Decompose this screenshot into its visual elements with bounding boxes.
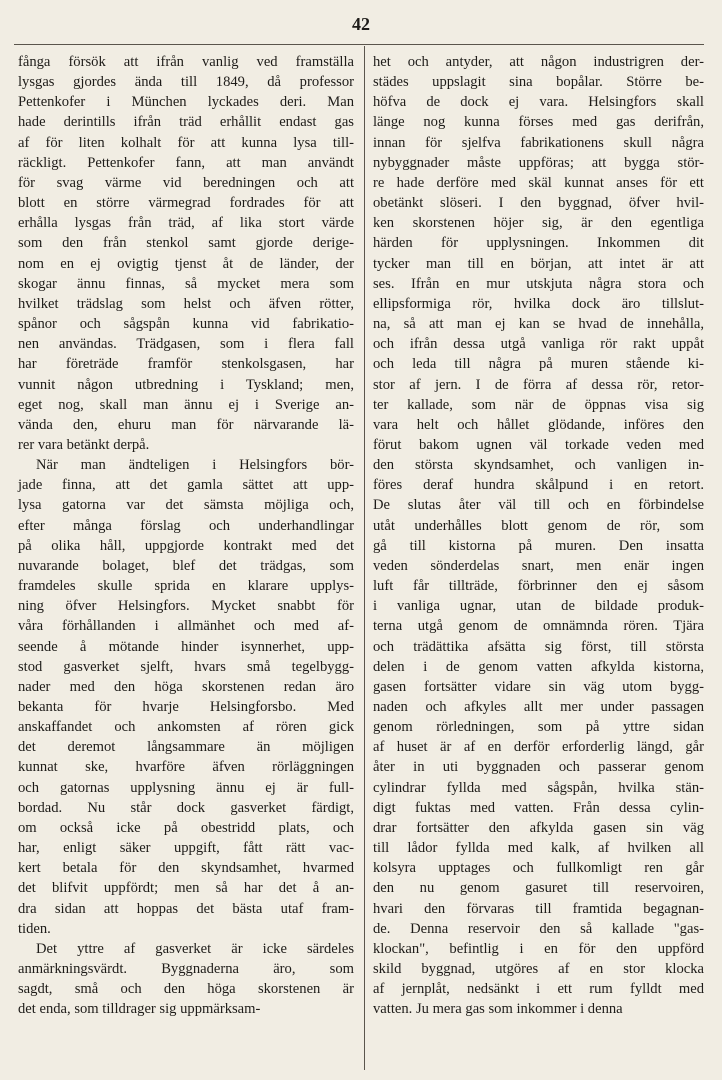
text-line: Det yttre af gasverket är icke särdeles: [36, 940, 354, 957]
text-line: hvilket trädslag som helst och äfven rötter,: [18, 295, 354, 312]
text-line: har, enligt säker uppgift, fått rätt vac-: [18, 840, 354, 857]
right-column: [373, 52, 704, 1020]
text-line: När man ändteligen i Helsingfors bör-: [36, 457, 354, 474]
text-line: terna utgå genom de omnämnda rören. Tjära: [373, 618, 704, 635]
text-line: som den från stenkol samt gjorde derige-: [18, 235, 354, 252]
text-line: åter in uti byggnaden och passerar genom: [373, 759, 704, 776]
text-line: det blifvit uppfördt; men så har det å an-: [18, 880, 354, 897]
text-line: sagdt, små och den höga skorstenen är: [18, 981, 354, 998]
text-line: utåt underhålles blott genom de rör, som: [373, 517, 704, 534]
text-line: höfva de dock ej vara. Helsingfors skall: [373, 94, 704, 111]
text-line: nom en ej ovigtig tjenst åt de länder, der: [18, 255, 354, 272]
text-line: blott en större värmegrad fordrades för att: [18, 195, 354, 212]
text-line: efter många förslag och underhandlingar: [18, 517, 354, 534]
text-line: erhålla lysgas från träd, af lika stort värde: [18, 215, 354, 232]
header-rule: [14, 44, 704, 45]
text-line: het och antyder, att någon industrigren der-: [373, 54, 704, 70]
text-line: kolsyra upptages och fullkomligt ren går: [373, 860, 704, 877]
text-line: och ifrån dessa utgå vanliga rör rakt uppåt: [373, 336, 704, 353]
text-line: våra förhållanden i allmänhet och med af-: [18, 618, 354, 635]
text-line: ken skorstenen höjer sig, är den egentliga: [373, 215, 704, 232]
text-line: bekanta för hvarje Helsingforsbo. Med: [18, 699, 354, 715]
text-line: innan för sjelfva fabrikationens skull några: [373, 134, 704, 151]
text-line: stod gasverket sjelft, hvars små tegelbygg-: [18, 658, 354, 675]
text-line: stor af jern. I de förra af dessa rör, retor-: [373, 376, 704, 393]
text-line: genom rörledningen, som på yttre sidan: [373, 719, 704, 736]
text-line: och trädättika afsätta sig först, till största: [373, 638, 704, 655]
text-line: den nu genom gasuret till reservoiren,: [373, 880, 704, 897]
text-line: ter kallade, som när de öppnas visa sig: [373, 396, 704, 413]
text-line: vara helt och hållet glödande, införes den: [373, 416, 704, 433]
text-line: på olika håll, uppgjorde kontrakt med det: [18, 537, 354, 554]
text-line: framdeles skulle sprida en klarare upplys-: [18, 578, 354, 595]
text-line: bordad. Nu står dock gasverket färdigt,: [18, 799, 354, 816]
text-line: lysa gatorna var det sämsta möjliga och,: [18, 497, 354, 514]
text-line: rer vara betänkt derpå.: [18, 436, 150, 453]
text-line: nuvarande bolaget, blef det trädgas, som: [18, 557, 354, 574]
text-line: och leda till några på muren stående ki-: [373, 356, 704, 373]
left-column: [18, 52, 354, 1020]
text-line: obetänkt slöseri. I den byggnad, öfver hvil-: [373, 195, 704, 212]
text-line: tycker man till en början, att intet är att: [373, 255, 704, 272]
text-line: fånga försök att ifrån vanlig ved framställa: [18, 54, 354, 70]
text-line: vända den, ehuru man för närvarande lä-: [18, 416, 354, 433]
text-line: hvari den förvaras till framtida begagnan-: [373, 900, 704, 917]
text-line: och gatornas upplysning ännu ej är full-: [18, 779, 354, 796]
text-line: vatten. Ju mera gas som inkommer i denna: [373, 1001, 623, 1018]
text-line: jade finna, att det gamla sättet att upp-: [18, 477, 354, 494]
text-line: klockan", befintlig i en för den uppförd: [373, 940, 704, 957]
text-line: hade derintills ifrån träd erhållit endast gas: [18, 114, 354, 131]
text-line: dra sidan att hoppas det bästa utaf fram-: [18, 900, 354, 917]
text-line: af jernplåt, nedsänkt i ett rum fylldt med: [373, 981, 704, 998]
text-line: anmärkningsvärdt. Byggnaderna äro, som: [18, 961, 354, 978]
text-line: eget nog, skall man ännu ej i Sverige an-: [18, 396, 354, 413]
text-line: skild byggnad, utgöres af en stor klocka: [373, 961, 704, 978]
text-line: lysgas gjordes ända till 1849, då professor: [18, 74, 354, 91]
text-line: skogar ännu finnas, så mycket mera som: [18, 275, 354, 292]
text-line: föres deraf hundra skålpund i en retort.: [373, 477, 704, 494]
text-line: Pettenkofer i München lyckades deri. Man: [18, 94, 354, 111]
text-line: nybyggnader måste uppföras; att bygga stör-: [373, 154, 704, 171]
text-line: af för liten kolhalt för att kunna lysa till-: [18, 134, 354, 151]
text-line: har företräde framför stenkolsgasen, har: [18, 356, 354, 373]
text-line: städes uppslagit sina bopålar. Större be-: [373, 74, 704, 91]
text-line: gasen fortsätter vidare sin väg utom bygg-: [373, 678, 704, 695]
text-line: ning öfver Helsingfors. Mycket snabbt för: [18, 598, 354, 615]
text-line: de. Denna reservoir den så kallade "gas-: [373, 920, 704, 937]
text-line: kunnat ske, hvarföre äfven rörläggningen: [18, 759, 354, 776]
text-line: vunnit någon utbredning i Tyskland; men,: [18, 376, 354, 393]
text-line: det deremot långsammare än möjligen: [18, 739, 354, 756]
text-line: nader med den höga skorstenen redan äro: [18, 678, 354, 695]
text-line: den största skyndsamhet, och vanligen in-: [373, 457, 704, 474]
text-line: räckligt. Pettenkofer fann, att man användt: [18, 154, 354, 171]
text-line: gå till kistorna på muren. Den insatta: [373, 537, 704, 554]
text-line: härden för upplysningen. Inkommen dit: [373, 235, 704, 252]
text-line: kert betala för den skyndsamhet, hvarmed: [18, 860, 354, 877]
text-line: till lådor fyllda med kalk, af hvilken all: [373, 840, 704, 857]
text-line: för svag värme vid beredningen och att: [18, 174, 354, 191]
text-line: delen i de genom vatten afkylda kistorna,: [373, 658, 704, 675]
text-line: De slutas åter väl till och en förbindelse: [373, 497, 704, 514]
text-line: af huset är af en derför erforderlig längd, går: [373, 739, 704, 756]
text-line: länge nog kunna förses med gas derifrån,: [373, 114, 704, 131]
text-line: luft får tillträde, förbrinner den ej såsom: [373, 578, 704, 595]
text-line: veden sönderdelas snart, men enär ingen: [373, 557, 704, 574]
text-line: spånor och sågspån kunna vid fabrikatio-: [18, 316, 354, 333]
text-line: tiden.: [18, 920, 51, 937]
column-divider: [364, 46, 365, 1070]
text-line: na, så att man ej kan se hvad de innehålla,: [373, 316, 704, 333]
text-line: seende å mötande hinder isynnerhet, upp-: [18, 638, 354, 655]
text-line: anskaffandet och ankomsten af rören gick: [18, 719, 354, 736]
text-line: det enda, som tilldrager sig uppmärksam-: [18, 1001, 261, 1018]
text-line: cylindrar fyllda med sågspån, hvilka stän-: [373, 779, 704, 796]
text-line: ellipsformiga rör, hvilka dock äro tillslut-: [373, 295, 704, 312]
text-line: digt fuktas med vatten. Från dessa cylin-: [373, 799, 704, 816]
text-line: drar fortsätter den afkylda gasen sin väg: [373, 819, 704, 836]
text-line: om också icke på obestridd plats, och: [18, 819, 354, 836]
text-line: i vanliga ugnar, utan de bildade produk-: [373, 598, 704, 615]
text-line: naden och afkyles allt mer under passagen: [373, 699, 704, 715]
text-line: ses. Ifrån en mur utskjuta några stora och: [373, 275, 704, 292]
text-line: nen användas. Trädgasen, som i flera fall: [18, 336, 354, 353]
page-number: 42: [352, 14, 370, 34]
text-line: förut bakom ugnen väl torkade veden med: [373, 436, 704, 453]
text-line: re hade derföre med skäl kunnat anses för ett: [373, 174, 704, 191]
